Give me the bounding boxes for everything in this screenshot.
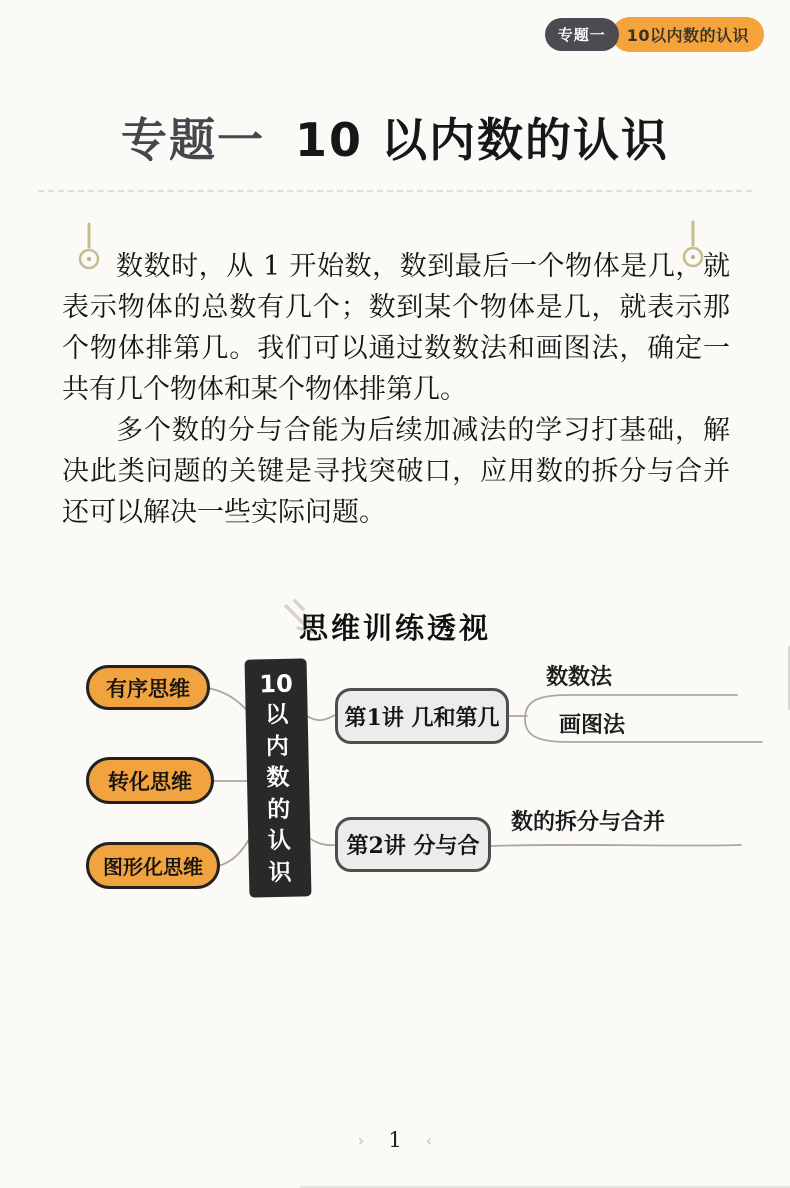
title-divider — [38, 190, 752, 192]
banner-char: 认 — [267, 827, 292, 855]
banner-char: 以 — [264, 701, 289, 729]
page-title-topic: 专题一 — [120, 113, 265, 167]
mindmap-node-transform-thinking: 转化思维 — [86, 757, 214, 804]
intro-paragraph: 多个数的分与合能为后续加减法的学习打基础，解决此类问题的关键是寻找突破口，应用数的拆分与合并还可以解决一些实际问题。 — [62, 415, 730, 528]
banner-char: 识 — [268, 859, 292, 886]
branch-drawing-method: 画图法 — [559, 712, 626, 738]
footer-left-mark: › — [357, 1130, 365, 1150]
banner-char: 内 — [265, 733, 290, 760]
page-title-name: 10 以内数的认识 — [294, 113, 670, 167]
section-title: 思维训练透视 — [298, 611, 491, 645]
mindmap-node-ordered-thinking: 有序思维 — [86, 665, 210, 710]
chapter-badge: 10以内数的认识 — [612, 17, 764, 52]
mindmap-root-banner — [245, 658, 312, 897]
intro-paragraph: 数数时，从 1 开始数，数到最后一个物体是几，就表示物体的总数有几个；数到某个物体是几，就表示那个物体排第几。我们可以通过数数法和画图法，确定一共有几个物体和某个物体排第几。 — [62, 251, 730, 405]
mindmap-lecture-2: 第2讲 分与合 — [335, 817, 491, 872]
intro-text — [62, 246, 730, 533]
footer-right-mark: ‹ — [425, 1130, 433, 1150]
branch-split-combine: 数的拆分与合并 — [511, 809, 666, 835]
page-number: 1 — [388, 1128, 402, 1152]
banner-char: 数 — [266, 764, 290, 792]
mindmap-node-graphic-thinking: 图形化思维 — [86, 842, 220, 889]
branch-counting-method: 数数法 — [546, 664, 613, 690]
corner-badges — [545, 17, 764, 52]
mindmap-lecture-1: 第1讲 几和第几 — [335, 688, 509, 744]
mindmap — [0, 650, 790, 940]
page-title — [0, 104, 790, 170]
page-footer — [0, 1128, 790, 1152]
banner-char: 的 — [266, 796, 291, 823]
topic-badge: 专题一 — [545, 18, 619, 51]
banner-char: 10 — [259, 669, 294, 698]
